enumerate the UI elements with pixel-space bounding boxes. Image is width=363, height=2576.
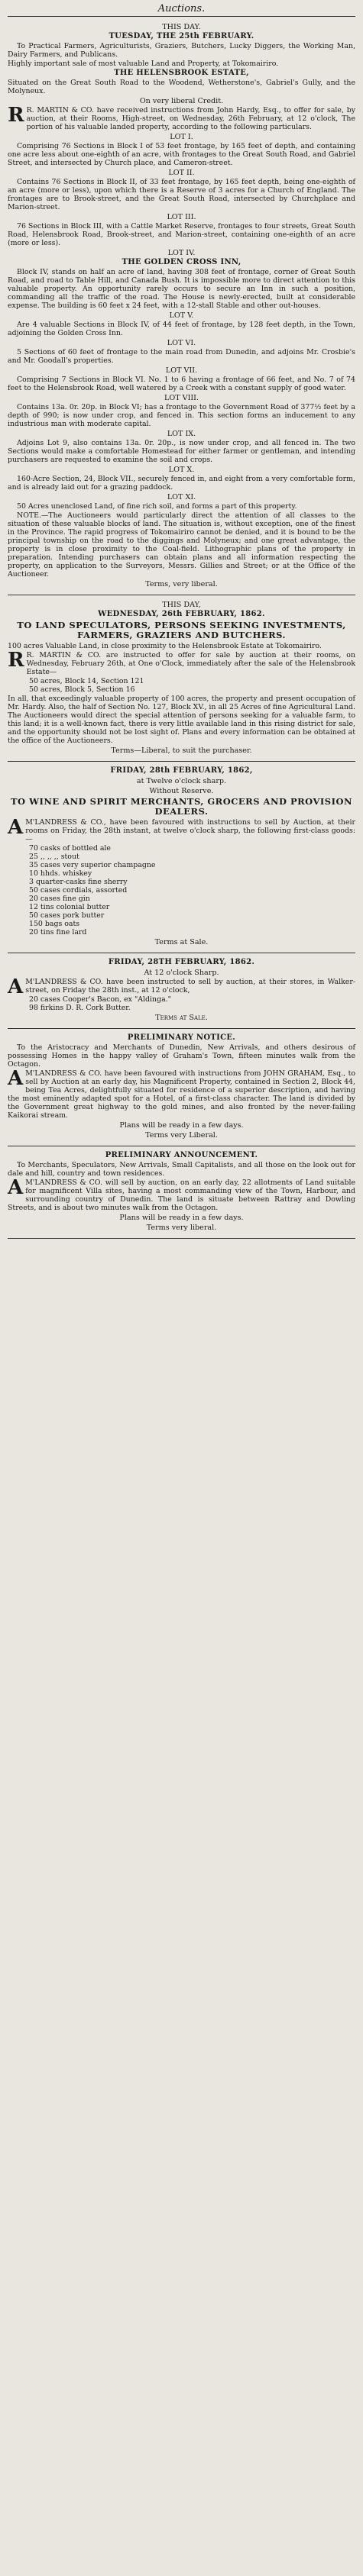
list-item: 98 firkins D. R. Cork Butter. — [29, 1004, 131, 1012]
ad2-intro-text: R. MARTIN & CO. are instructed to offer for sale by auction at their rooms, on Wednesday, February 26th, at One o'Clock, immediately after the sale of the Helensbrook Estate— — [26, 651, 355, 676]
ad2-intro — [8, 651, 355, 676]
ad1-intro-text: R. MARTIN & CO. have received instructions from John Hardy, Esq., to offer for sale, by auction, at their Rooms, High-street, on Wednesday, 26th February, at 12 o'clock, The portion of his valuable landed property, according to the following particulars. — [26, 106, 355, 131]
dropcap: A — [8, 975, 24, 998]
dropcap: R — [8, 649, 24, 672]
ad4-date: FRIDAY, 28TH FEBRUARY, 1862. — [108, 958, 255, 966]
ad1-date: TUESDAY, THE 25th FEBRUARY. — [109, 32, 254, 40]
ad4-items — [8, 995, 355, 1012]
lot-label: LOT IV. — [167, 249, 196, 257]
ad5-plans: Plans will be ready in a few days. — [119, 1121, 244, 1130]
list-item: 50 acres, Block 14, Section 121 — [29, 677, 144, 685]
ad3-terms: Terms at Sale. — [154, 938, 209, 946]
ad-preliminary-announcement — [8, 1149, 355, 1236]
ad4-intro — [8, 975, 355, 998]
lot-title: THE GOLDEN CROSS INN, — [122, 258, 241, 266]
ad1-credit: On very liberal Credit. — [139, 97, 224, 105]
list-item: 20 cases Cooper's Bacon, ex "Aldinga." — [29, 995, 171, 1004]
ad3-time: at Twelve o'clock sharp. — [136, 777, 227, 785]
lot-label: LOT VI. — [167, 339, 196, 347]
dropcap: A — [8, 1067, 24, 1090]
ad3-date: FRIDAY, 28th FEBRUARY, 1862, — [110, 766, 253, 775]
lot-description: 50 Acres unenclosed Land, of fine rich soil, and forms a part of this property. — [17, 502, 297, 511]
lot-label: LOT V. — [169, 311, 194, 320]
lot-label: LOT VII. — [165, 366, 198, 375]
ad1-intro — [8, 106, 355, 131]
lot-label: LOT I. — [170, 133, 193, 141]
ad-land-speculators — [8, 598, 355, 759]
ad6-body-text: M'LANDRESS & CO. will sell by auction, on an early day, 22 allotments of Land suitable for magnificent Villa sites, having a most commanding view of the Town, Harbour, and surrounding country of Dunedin. The land is situate between Rattray and Dowling Streets, and is about two minutes walk from the Octagon. — [8, 1178, 355, 1212]
lot-label: LOT VIII. — [164, 394, 199, 402]
ad1-highlight: Highly important sale of most valuable Land and Property, at Tokomairiro. — [8, 60, 279, 68]
ad5-body — [8, 1069, 355, 1120]
ad4-intro-text: M'LANDRESS & CO. have been instructed to sell by auction, at their stores, in Walker-street, on Friday the 28th inst., at 12 o'clock, — [25, 978, 355, 995]
lot-label: LOT II. — [168, 169, 195, 177]
lot-description: 160-Acre Section, 24, Block VII., securely fenced in, and eight from a very comfortable form, and is already laid out for a grazing paddock. — [8, 475, 355, 492]
lot-description: Adjoins Lot 9, also contains 13a. 0r. 20p., is now under crop, and all fenced in. The two Sections would make a comfortable Homestead for either farmer or gentleman, and intending purchasers are requested to examine the soil and crops. — [8, 439, 355, 464]
list-item: 3 quarter-casks fine sherry — [29, 878, 128, 886]
ad1-terms: Terms, very liberal. — [145, 580, 218, 588]
ad3-items — [8, 844, 355, 937]
ad6-addressees: To Merchants, Speculators, New Arrivals, Small Capitalists, and all those on the look out for dale and hill, country and town residences. — [8, 1161, 355, 1178]
ad6-terms: Terms very liberal. — [146, 1224, 217, 1232]
lot-description: Block IV, stands on half an acre of land, having 308 feet of frontage, corner of Great South Road, and road to Table Hill, and Canada Bush. It is impossible more to direct attention to this valuable property. An opportunity rarely occurs to secure an Inn in such a position, commanding all the traffic of the road. The House is newly-erected, built at considerable expense. The building is 60 feet x 24 feet, with a 12-stall Stable and other out-houses. — [8, 268, 355, 310]
ad1-situation: Situated on the Great South Road to the Woodend, Wetherstone's, Gabriel's Gully, and the Molyneux. — [8, 79, 355, 95]
ad2-tail: In all, that exceedingly valuable property of 100 acres, the property and present occupation of Mr. Hardy. Also, the half of Section No. 127, Block XV., in all 25 Acres of fine Agricultural Land. The Auctioneers would direct the special attention of persons seeking for a valuable farm, to this land; it is a well-known fact, there is very little available land in this rising district for sale, and the opportunity should not be lost sight of. Plans and every information can be obtained at the office of the Auctioneers. — [8, 695, 355, 745]
ad1-day: THIS DAY. — [162, 23, 201, 31]
list-item: 20 cases fine gin — [29, 895, 90, 903]
section-heading: Auctions. — [8, 3, 355, 17]
list-item: 150 bags oats — [29, 920, 80, 928]
ad5-terms: Terms very Liberal. — [145, 1131, 218, 1140]
divider — [8, 761, 355, 762]
ad2-terms: Terms—Liberal, to suit the purchaser. — [111, 746, 252, 755]
ad6-plans: Plans will be ready in a few days. — [119, 1214, 244, 1222]
ad5-body-text: M'LANDRESS & CO. have been favoured with instructions from JOHN GRAHAM, Esq., to sell by Auction at an early day, his Magnificent Property, contained in Section 2, Block 44, being Tea Acres, delightfully situated for residence of a superior description, and having the most eminently adapted spot for a Hotel, of a first-class character. The land is divided by the Government great highway to the gold mines, and also fronted by the never-failing Kaikorai stream. — [8, 1069, 355, 1120]
lot-label: LOT X. — [168, 466, 195, 474]
ad5-title: PRELIMINARY NOTICE. — [127, 1033, 236, 1042]
list-item: 50 cases pork butter — [29, 911, 105, 920]
ad-bacon-butter — [8, 956, 355, 1026]
ad4-terms: Terms at Sale. — [155, 1014, 208, 1022]
ad3-intro-text: M'LANDRESS & CO., have been favoured with instructions to sell by Auction, at their rooms on Friday, the 28th instant, at twelve o'clock sharp, the following first-class goods:— — [25, 818, 355, 843]
ad6-body — [8, 1178, 355, 1212]
lot-label: LOT IX. — [167, 430, 196, 438]
ad-helensbrook-estate — [8, 20, 355, 592]
list-item: 12 tins colonial butter — [29, 903, 110, 911]
lot-description: 76 Sections in Block III, with a Cattle Market Reserve, frontages to four streets, Great South Road, Helensbrook Road, Brook-street, and Marion-street, containing one-eighth of an acre (more or less). — [8, 222, 355, 247]
list-item: 50 acres, Block 5, Section 16 — [29, 685, 135, 694]
divider — [8, 1238, 355, 1239]
ad1-note: NOTE.—The Auctioneers would particularly direct the attention of all classes to the situation of these valuable blocks of land. The situation is, without exception, one of the finest in the Province. The rapid progress of Tokomairiro cannot be denied, and it is bound to be the principal township on the road to the diggings and Molyneux; and one great advantage, the property is in close proximity to the Coal-field. Lithographic plans of the property in preparation. Intending purchasers can obtain plans and all information respecting the property, on application to the Surveyors, Messrs. Gillies and Street; or at the Office of the Auctioneer. — [8, 511, 355, 579]
lot-label: LOT XI. — [167, 493, 196, 501]
ad3-reserve: Without Reserve. — [149, 787, 214, 795]
ad3-intro — [8, 818, 355, 843]
ad3-addressees: TO WINE AND SPIRIT MERCHANTS, GROCERS AND PROVISION DEALERS. — [11, 796, 352, 817]
ad2-items — [8, 677, 355, 694]
ad1-estate-name: THE HELENSBROOK ESTATE, — [114, 69, 249, 77]
ad1-addressees: To Practical Farmers, Agriculturists, Graziers, Butchers, Lucky Diggers, the Working Man, Dairy Farmers, and Publicans. — [8, 42, 355, 59]
ad-preliminary-notice — [8, 1031, 355, 1143]
lot-label: LOT III. — [167, 213, 196, 221]
list-item: 10 hhds. whiskey — [29, 869, 92, 878]
lot-description: Comprising 76 Sections in Block I of 53 feet frontage, by 165 feet of depth, and containing one acre less about one-eighth of an acre, with frontages to the Great South Road, and Gabriel Street, and intersected by Church place, and Cameron-street. — [8, 142, 355, 167]
list-item: 35 cases very superior champagne — [29, 861, 156, 869]
ad2-date: WEDNESDAY, 26th FEBRUARY, 1862. — [98, 610, 265, 618]
ad2-day: THIS DAY, — [162, 601, 201, 609]
lot-description: Comprising 7 Sections in Block VI. No. 1 to 6 having a frontage of 66 feet, and No. 7 of 74 feet to the Helensbrook Road, well watered by a Creek with a constant supply of good water. — [8, 376, 355, 392]
divider — [8, 1028, 355, 1029]
list-item: 70 casks of bottled ale — [29, 844, 111, 853]
ad6-title: PRELIMINARY ANNOUNCEMENT. — [105, 1151, 258, 1159]
ad4-time: At 12 o'clock Sharp. — [144, 969, 219, 977]
dropcap: A — [8, 816, 24, 839]
lot-description: Contains 76 Sections in Block II, of 33 feet frontage, by 165 feet depth, being one-eighth of an acre (more or less), upon which there is a Reserve of 3 acres for a Church of England. The frontages are to Brook-street, and the Great South Road, intersected by Churchplace and Marion-street. — [8, 178, 355, 211]
ad2-sub: 100 acres Valuable Land, in close proximity to the Helensbrook Estate at Tokomairiro. — [8, 642, 322, 650]
dropcap: A — [8, 1176, 24, 1199]
lot-description: 5 Sections of 60 feet of frontage to the main road from Dunedin, and adjoins Mr. Crosbie's and Mr. Goodall's properties. — [8, 348, 355, 365]
ad-wine-spirit — [8, 764, 355, 950]
lot-description: Contains 13a. 0r. 20p. in Block VI; has a frontage to the Government Road of 377½ feet by a depth of 990; is now under crop, and fenced in. This section forms an inducement to any industrious man with moderate capital. — [8, 403, 355, 428]
ad5-addressees: To the Aristocracy and Merchants of Dunedin, New Arrivals, and others desirous of possessing Homes in the happy valley of Graham's Town, fifteen minutes walk from the Octagon. — [8, 1043, 355, 1069]
lot-description: Are 4 valuable Sections in Block IV, of 44 feet of frontage, by 128 feet depth, in the Town, adjoining the Golden Cross Inn. — [8, 321, 355, 337]
list-item: 50 cases cordials, assorted — [29, 886, 128, 895]
dropcap: R — [8, 104, 24, 127]
ad2-addressees: TO LAND SPECULATORS, PERSONS SEEKING INVESTMENTS, FARMERS, GRAZIERS AND BUTCHERS. — [17, 620, 346, 640]
list-item: 25 ,, ,, ,, stout — [29, 853, 79, 861]
list-item: 20 tins fine lard — [29, 928, 87, 937]
